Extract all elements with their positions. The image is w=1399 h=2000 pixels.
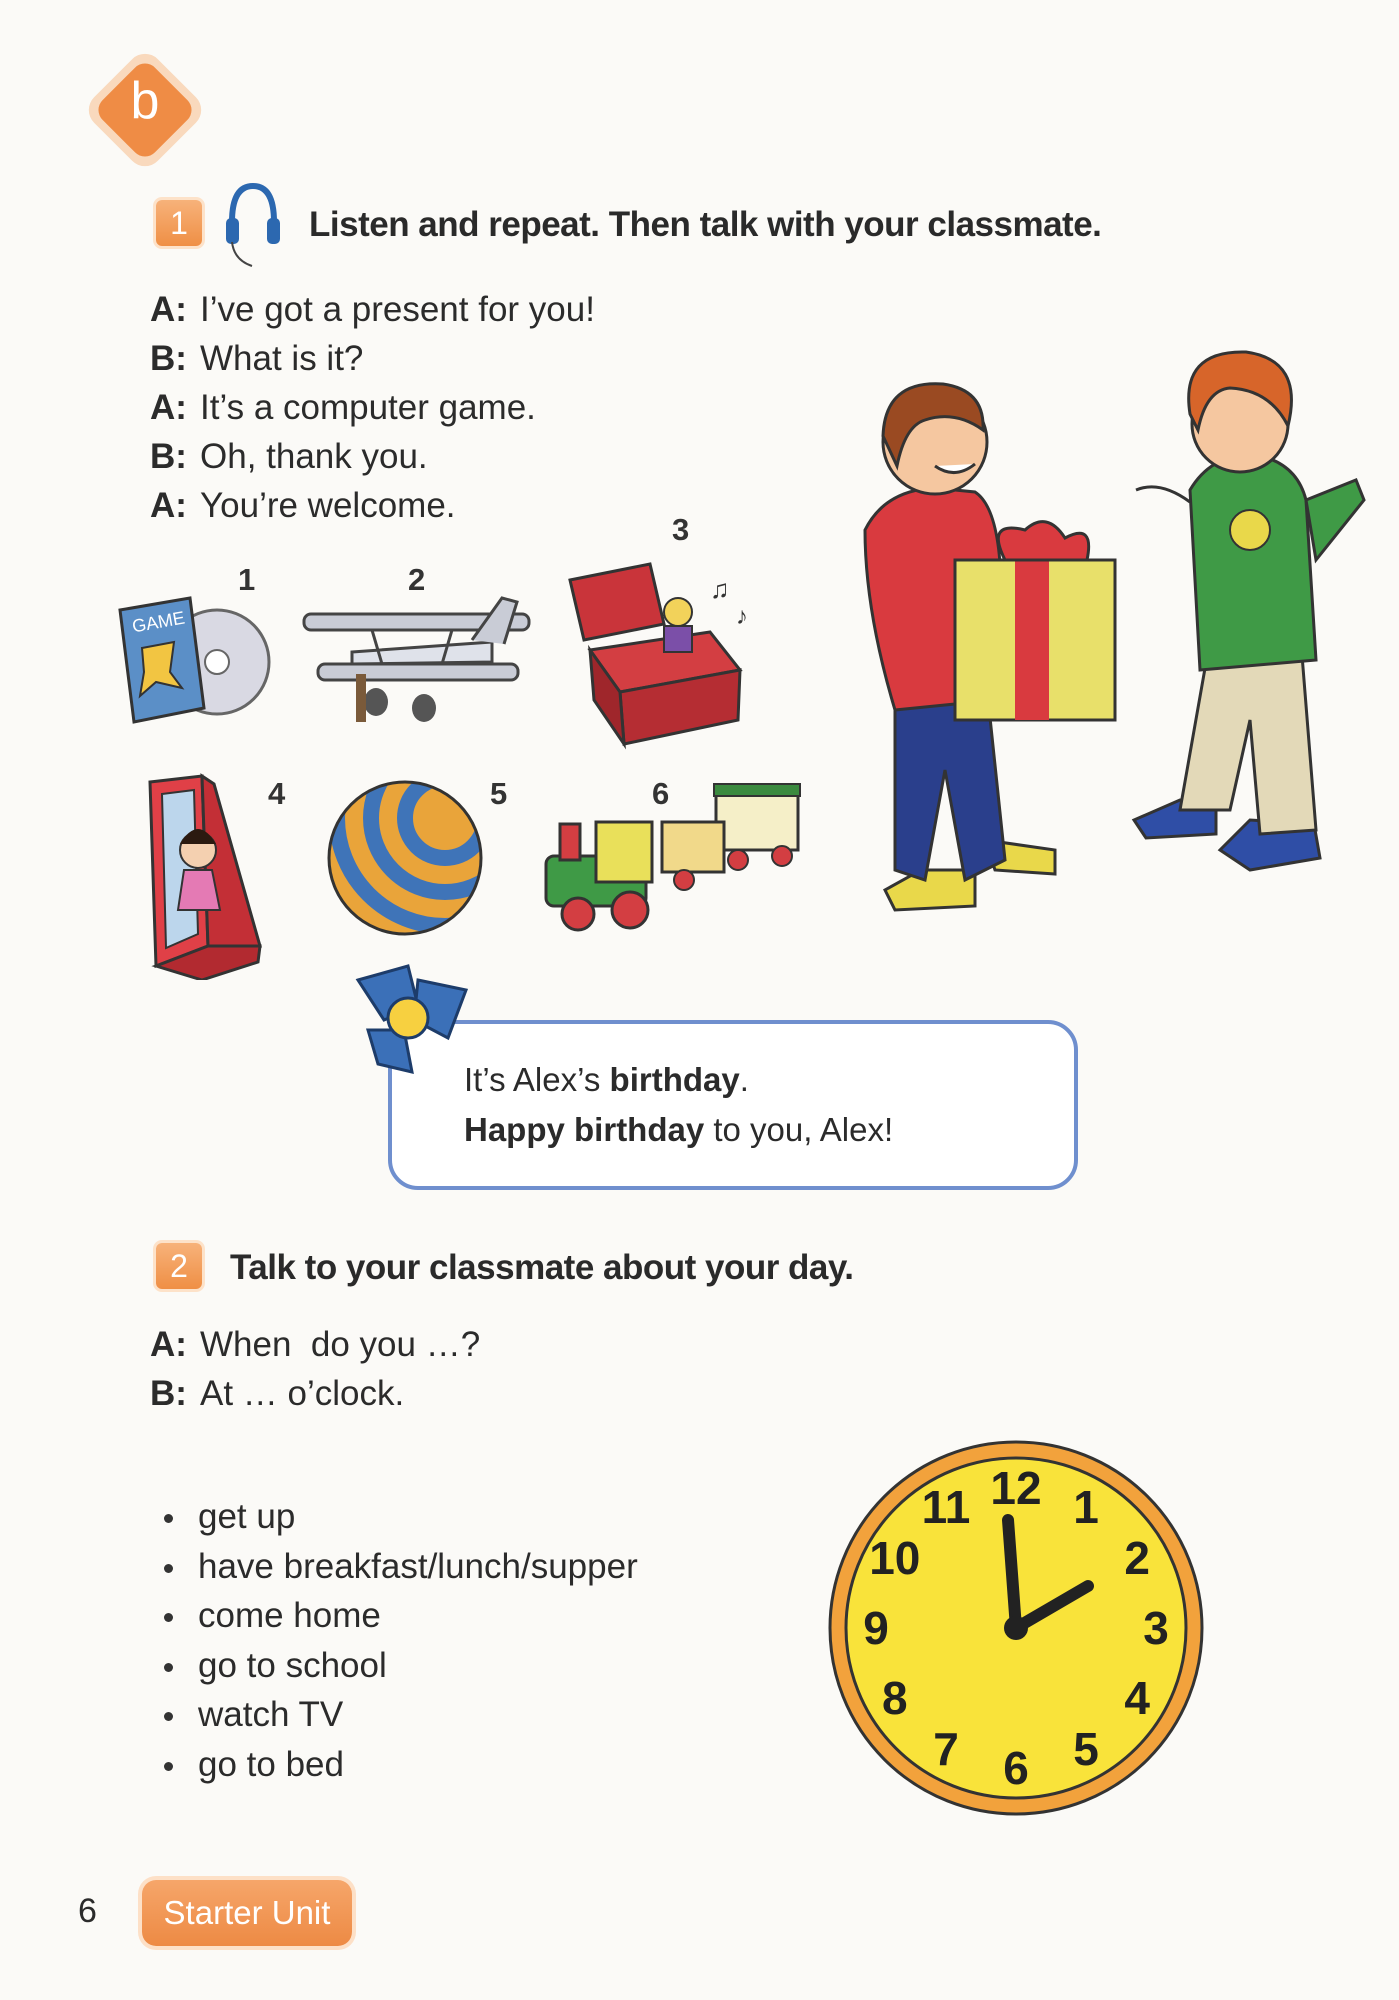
list-item: get up	[150, 1492, 638, 1542]
picture-number-3: 3	[672, 512, 690, 547]
dialogue-line	[150, 334, 595, 383]
game-box-label: GAME	[130, 607, 187, 637]
exercise-1-number: 1	[156, 200, 202, 246]
speaker-label: B:	[150, 437, 187, 476]
unit-label-tab: Starter Unit	[142, 1880, 352, 1946]
speaker-label: A:	[150, 290, 187, 329]
list-item: watch TV	[150, 1690, 638, 1740]
dialogue-line	[150, 383, 595, 432]
dialogue-text: What is it?	[200, 339, 364, 378]
note-bold-word: birthday	[609, 1061, 740, 1098]
activities-list	[150, 1492, 638, 1789]
exercise-2-instruction: Talk to your classmate about your day.	[230, 1248, 854, 1287]
clock-numeral: 5	[1073, 1723, 1099, 1776]
clock-numeral: 11	[921, 1480, 971, 1533]
toy-train-illustration	[538, 780, 803, 955]
computer-game-illustration	[112, 590, 282, 745]
picture-number-4: 4	[268, 776, 286, 811]
list-item: come home	[150, 1591, 638, 1641]
exercise-1-instruction: Listen and repeat. Then talk with your classmate.	[309, 205, 1102, 244]
speaker-label: B:	[150, 1374, 187, 1413]
clock-numeral: 2	[1124, 1532, 1150, 1584]
exercise-2-number: 2	[156, 1243, 202, 1289]
doll-illustration	[142, 770, 272, 985]
ball-illustration	[325, 778, 485, 943]
headphones-icon	[222, 180, 284, 275]
section-badge	[80, 45, 210, 175]
clock-numeral: 12	[990, 1462, 1042, 1514]
note-text: .	[739, 1061, 749, 1098]
svg-text:♫: ♫	[710, 574, 730, 604]
dialogue-line	[150, 1369, 480, 1418]
speaker-label: A:	[150, 486, 187, 525]
dialogue-1	[150, 285, 595, 530]
clock-numeral: 4	[1124, 1672, 1150, 1724]
dialogue-line	[150, 1320, 480, 1369]
speaker-label: B:	[150, 339, 187, 378]
boy-with-present-illustration	[825, 370, 1145, 935]
picture-number-2: 2	[408, 562, 426, 597]
note-line-1	[464, 1055, 893, 1105]
clock-numeral: 10	[869, 1532, 921, 1584]
clock-numeral: 8	[882, 1672, 908, 1724]
picture-number-1: 1	[238, 562, 256, 597]
note-text: It’s Alex’s	[464, 1061, 610, 1098]
page-number: 6	[78, 1892, 97, 1930]
list-item: go to school	[150, 1641, 638, 1691]
minute-hand	[1008, 1520, 1016, 1628]
toy-airplane-illustration	[292, 580, 542, 735]
dialogue-text: When do you …?	[200, 1325, 481, 1364]
dialogue-line	[150, 481, 595, 530]
dialogue-text: I’ve got a present for you!	[200, 290, 595, 329]
speaker-label: A:	[150, 388, 187, 427]
clock-numeral: 3	[1143, 1602, 1169, 1654]
svg-text:♪: ♪	[736, 603, 748, 630]
dialogue-line	[150, 285, 595, 334]
clock-illustration	[826, 1438, 1206, 1823]
clock-numeral: 9	[863, 1602, 889, 1654]
note-text: to you, Alex!	[704, 1111, 894, 1148]
dialogue-text: Oh, thank you.	[200, 437, 428, 476]
list-item: go to bed	[150, 1740, 638, 1790]
dialogue-text: You’re welcome.	[200, 486, 456, 525]
boy-waving-illustration	[1120, 330, 1380, 895]
dialogue-2	[150, 1320, 480, 1418]
clock-numeral: 6	[1003, 1742, 1029, 1794]
note-line-2	[464, 1105, 893, 1155]
list-item: have breakfast/lunch/supper	[150, 1542, 638, 1592]
note-bold-phrase: Happy birthday	[464, 1111, 705, 1148]
section-letter: b	[130, 72, 160, 130]
dialogue-line	[150, 432, 595, 481]
dialogue-text: At … o’clock.	[200, 1374, 405, 1413]
clock-numeral: 1	[1073, 1480, 1099, 1533]
picture-number-6: 6	[652, 776, 670, 811]
birthday-note-text	[464, 1055, 893, 1155]
clock-numeral: 7	[933, 1723, 959, 1776]
music-box-illustration	[560, 550, 770, 755]
dialogue-text: It’s a computer game.	[200, 388, 536, 427]
picture-number-5: 5	[490, 776, 508, 811]
spotlight-icon	[348, 960, 468, 1085]
speaker-label: A:	[150, 1325, 187, 1364]
